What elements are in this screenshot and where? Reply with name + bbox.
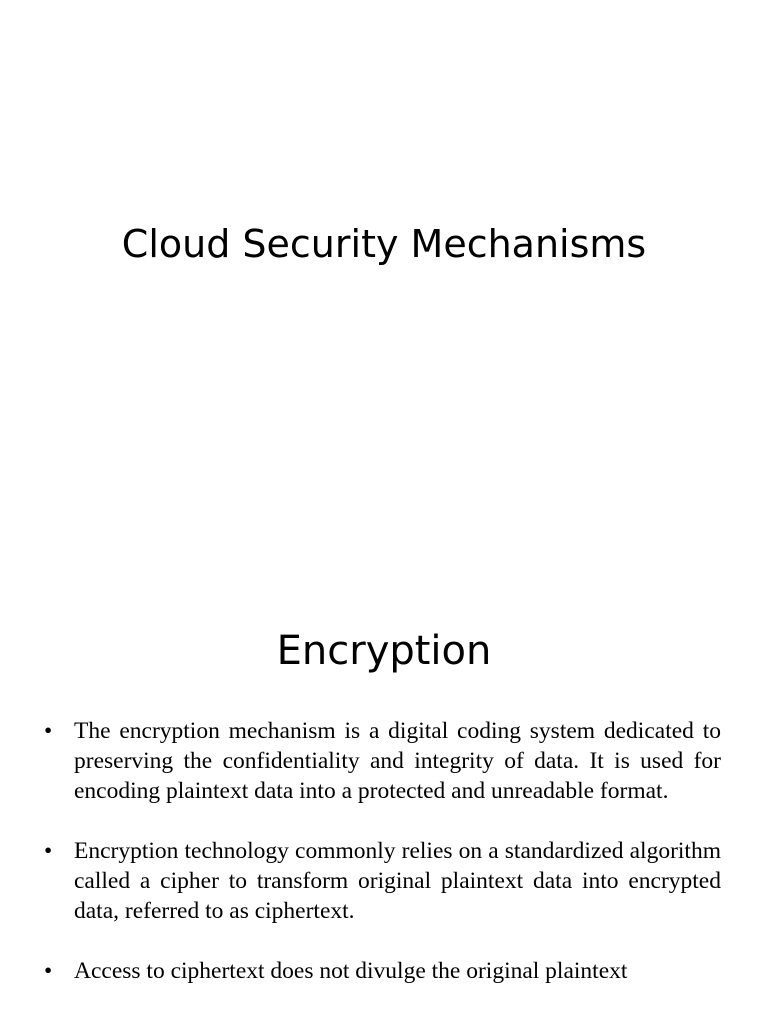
slide-title: Cloud Security Mechanisms (121, 222, 647, 266)
bullet-dot-icon: • (44, 958, 53, 984)
bullet-item (0, 836, 768, 926)
bullet-dot-icon: • (44, 838, 53, 864)
bullet-text: The encryption mechanism is a digital coding system dedicated to preserving the confidentiality and integrity of data. It is used for encoding plaintext data into a protected and unreadable format. (74, 718, 721, 804)
bullet-dot-icon: • (44, 718, 53, 744)
bullet-list (0, 716, 768, 1016)
section-title: Encryption (276, 628, 492, 674)
bullet-text: Encryption technology commonly relies on a standardized algorithm called a cipher to transform original plaintext data into encrypted data, referred to as ciphertext. (74, 838, 721, 924)
bullet-text: Access to ciphertext does not divulge the original plaintext (74, 958, 628, 984)
bullet-item (0, 716, 768, 806)
bullet-item (0, 956, 768, 986)
